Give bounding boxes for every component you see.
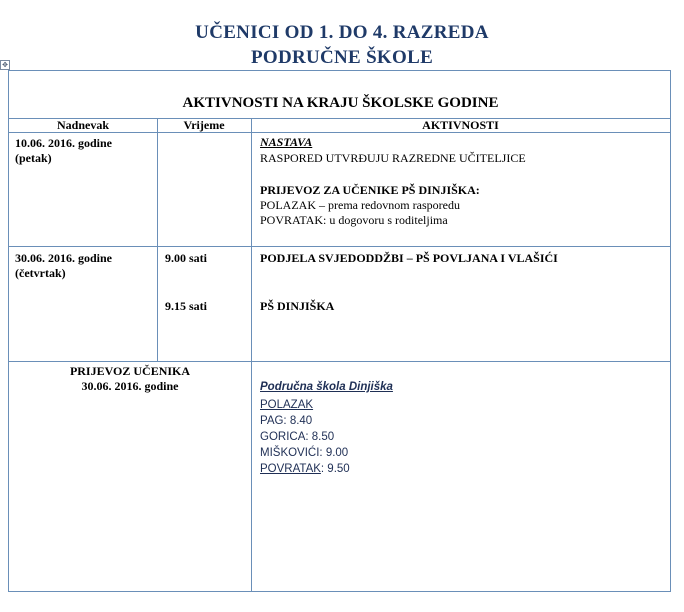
activities-table (8, 70, 671, 592)
row3-return-time: : 9.50 (320, 463, 350, 475)
row2-day: (četvrtak) (15, 266, 66, 280)
row3-return (260, 462, 350, 477)
row3-left-title: PRIJEVOZ UČENIKA (69, 364, 191, 378)
header-activities: AKTIVNOSTI (422, 118, 499, 132)
row2-time2: 9.15 sati (165, 299, 207, 313)
row3-stop: MIŠKOVIĆI: 9.00 (260, 447, 349, 459)
row3-return-label: POVRATAK (260, 463, 321, 475)
row1-transport-title: PRIJEVOZ ZA UČENIKE PŠ DINJIŠKA: (260, 183, 480, 197)
row1-departure: POLAZAK – prema redovnom rasporedu (260, 198, 460, 212)
row3-left-date: 30.06. 2016. godine (81, 379, 179, 393)
header-time: Vrijeme (183, 118, 225, 132)
row1-activity-line: RASPORED UTVRĐUJU RAZREDNE UČITELJICE (260, 151, 526, 165)
row2-time1: 9.00 sati (165, 251, 207, 265)
row3-departure-label: POLAZAK (260, 399, 314, 411)
column-divider (157, 118, 158, 361)
document-title-line2: PODRUČNE ŠKOLE (250, 47, 434, 68)
row1-activity-title: NASTAVA (260, 135, 313, 149)
column-divider (251, 118, 252, 591)
row3-stop: PAG: 8.40 (260, 415, 313, 427)
row-divider (9, 361, 670, 362)
row1-day: (petak) (15, 151, 52, 165)
row2-activity2: PŠ DINJIŠKA (260, 299, 335, 313)
row2-activity1: PODJELA SVJEDODDŽBI – PŠ POVLJANA I VLAŠIĆI (260, 251, 558, 265)
row3-school: Područna škola Dinjiška (260, 381, 393, 393)
header-date: Nadnevak (56, 118, 109, 132)
table-banner: AKTIVNOSTI NA KRAJU ŠKOLSKE GODINE (182, 95, 499, 111)
row2-date: 30.06. 2016. godine (15, 251, 113, 265)
row3-stop: GORICA: 8.50 (260, 431, 335, 443)
row1-return: POVRATAK: u dogovoru s roditeljima (260, 213, 448, 227)
row-divider (9, 246, 670, 247)
row1-date: 10.06. 2016. godine (15, 136, 113, 150)
document-title-line1: UČENICI OD 1. DO 4. RAZREDA (195, 22, 489, 43)
move-handle-icon[interactable]: ✥ (0, 60, 10, 70)
